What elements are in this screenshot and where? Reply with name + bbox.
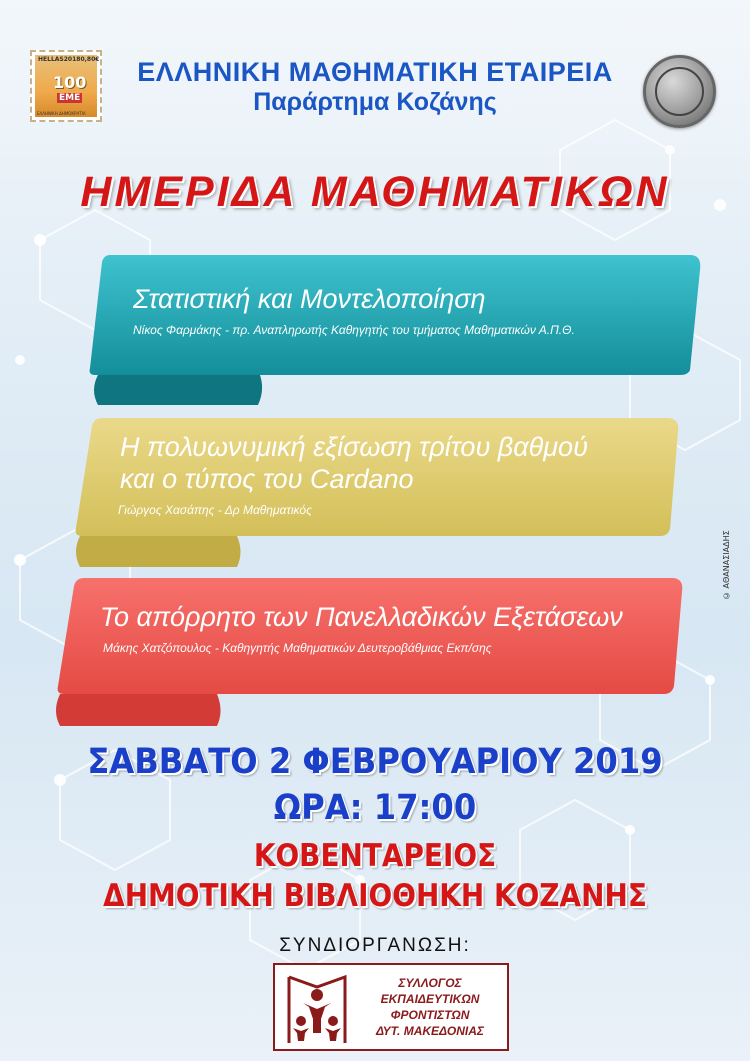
stamp-year: 2018 (63, 56, 81, 63)
venue-line-1: ΚΟΒΕΝΤΑΡΕΙΟΣ (253, 838, 497, 874)
coorganizer-name-line1: ΣΥΛΛΟΓΟΣ (398, 976, 462, 990)
talk-3-speaker: Μάκης Χατζόπουλος - Καθηγητής Μαθηματικών Δευτεροβάθμιας Εκπ/σης (103, 641, 492, 655)
talk-2-speaker: Γιώργος Χασάπης - Δρ Μαθηματικός (118, 503, 312, 517)
coorganizer-logo-box (273, 963, 509, 1051)
stamp-abbr: EME (59, 93, 81, 103)
talk-3-title: Το απόρρητο των Πανελλαδικών Εξετάσεων (100, 602, 623, 632)
stamp-country: HELLAS (38, 56, 64, 63)
talk-2-title-line1: Η πολυωνυμική εξίσωση τρίτου βαθμού (120, 432, 588, 462)
designer-credit: © ΑΘΑΝΑΣΙΑΔΗΣ (722, 530, 731, 600)
coorganizer-name-line4: ΔΥΤ. ΜΑΚΕΔΟΝΙΑΣ (376, 1024, 484, 1038)
venue-line-2: ΔΗΜΟΤΙΚΗ ΒΙΒΛΙΟΘΗΚΗ ΚΟΖΑΝΗΣ (103, 878, 647, 914)
event-headline: ΗΜΕΡΙΔΑ ΜΑΘΗΜΑΤΙΚΩΝ (80, 168, 670, 216)
talk-1-speaker: Νίκος Φαρμάκης - πρ. Αναπληρωτής Καθηγητής του τμήματος Μαθηματικών Α.Π.Θ. (133, 323, 575, 337)
stamp-value: 0,80€ (80, 56, 100, 63)
talk-1-title: Στατιστική και Μοντελοποίηση (133, 284, 486, 314)
coorganizer-name-line2: ΕΚΠΑΙΔΕΥΤΙΚΩΝ (380, 992, 480, 1006)
branch-name: Παράρτημα Κοζάνης (253, 88, 497, 116)
coorganizer-label: ΣΥΝΔΙΟΡΓΑΝΩΣΗ: (279, 935, 471, 956)
talk-2-title-line2: και ο τύπος του Cardano (120, 464, 414, 494)
stamp-footer: ΕΛΛΗΝΙΚΗ ΔΗΜΟΚΡΑΤΙΑ (37, 111, 86, 116)
event-date: ΣΑΒΒΑΤΟ 2 ΦΕΒΡΟΥΑΡΙΟΥ 2019 (87, 742, 663, 782)
event-time: ΩΡΑ: 17:00 (273, 788, 477, 828)
society-seal-logo (643, 55, 716, 128)
organization-name: ΕΛΛΗΝΙΚΗ ΜΑΘΗΜΑΤΙΚΗ ΕΤΑΙΡΕΙΑ (137, 57, 613, 87)
coorganizer-figures-icon (281, 973, 353, 1045)
coorganizer-name-line3: ΦΡΟΝΤΙΣΤΩΝ (390, 1008, 470, 1022)
stamp-number: 100 (53, 73, 87, 92)
